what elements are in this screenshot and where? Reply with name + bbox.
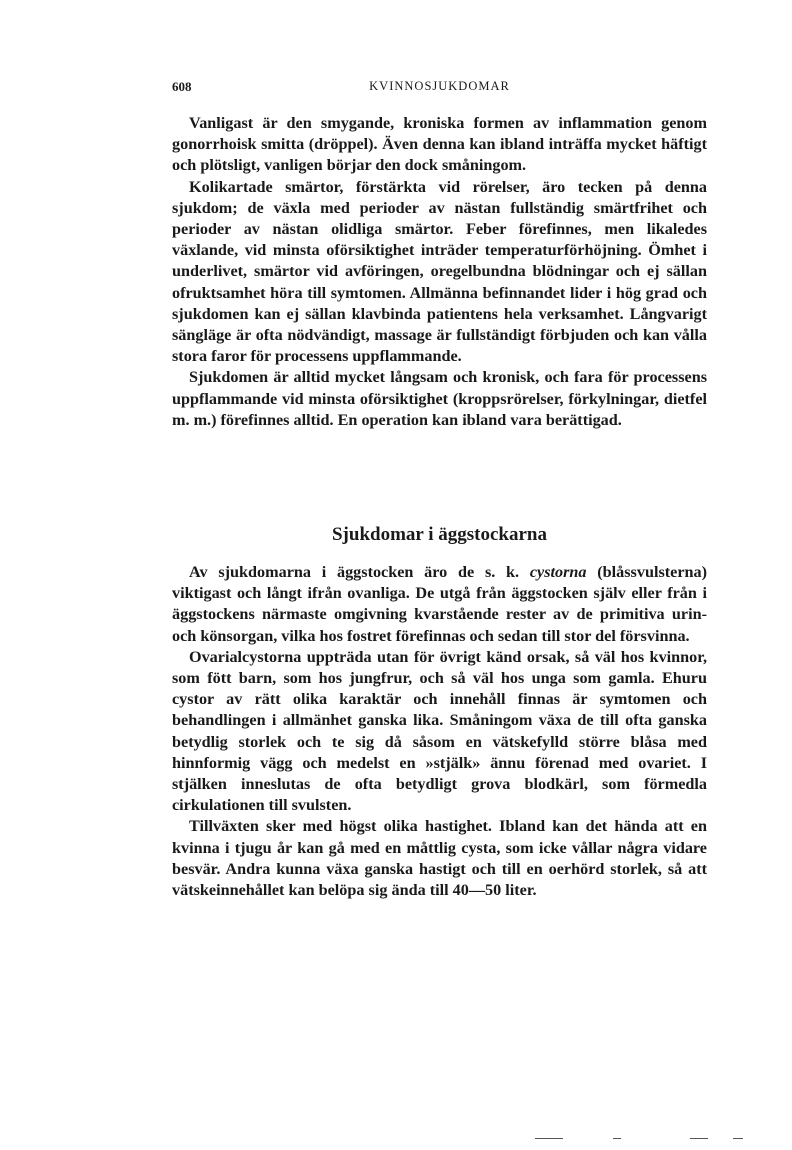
section-title: Sjukdomar i äggstockarna [331, 524, 547, 545]
running-title: KVINNOSJUKDOMAR [369, 79, 510, 93]
page-header [172, 79, 707, 99]
cysts-text-end: (blåssvulsterna) viktigast och långt ifrån ovanliga. De utgå från äggstocken själv eller från i äggstockens närmaste omgivning kvarstående rester av de primitiva urin- och könsorgan, vilka hos fostret förefinnas och sedan till stor del försvinna. [172, 563, 707, 645]
paragraph-symptoms: Kolikartade smärtor, förstärkta vid rörelser, äro tecken på denna sjukdom; de växla med perioder av nästan fullständig smärtfrihet och perioder av nästan olidliga smärtor. Feber förefinnes, men likaledes växlande, vid minsta oförsiktighet inträder temperaturförhöjning. Ömhet i underlivet, smärtor vid avföringen, oregelbundna blödningar och ej sällan ofruktsamhet höra till symtomen. Allmänna befinnandet lider i hög grad och sjukdomen kan ej sällan klavbinda patientens hela verksamhet. Långvarigt sängläge är ofta nödvändigt, massage är fullständigt förbjuden och kan vålla stora faror för processens uppflammande. [172, 177, 707, 366]
speck [733, 1138, 743, 1139]
page-number: 608 [172, 79, 192, 94]
paragraph-growth: Tillväxten sker med högst olika hastighet. Ibland kan det hända att en kvinna i tjugu år kan gå med en måttlig cysta, som icke vållar några vidare besvär. Andra kunna växa ganska hastigt och till en oerhörd storlek, så att vätskeinnehållet kan belöpa sig ända till 40—50 liter. [172, 817, 707, 900]
speck [535, 1138, 563, 1139]
top-text-block [172, 113, 707, 431]
paragraph-ovarian-cysts: Ovarialcystorna uppträda utan för övrigt känd orsak, så väl hos kvinnor, som fött barn, som hos jungfrur, och så väl hos unga som gamla. Ehuru cystor av rätt olika karaktär och innehåll finnas är symtomen och behandlingen i allmänhet ganska lika. Småningom växa de till ofta ganska betydlig storlek och te sig då såsom en vätskefylld större blåsa med hinnformig vägg och medelst en »stjälk» ännu förenad med ovariet. I stjälken inneslutas de ofta betydligt grova blodkärl, som förmedla cirkulationen till svulsten. [172, 647, 707, 815]
paragraph-course: Sjukdomen är alltid mycket långsam och kronisk, och fara för processens uppflammande vid minsta oförsiktighet (kroppsrörelser, förkylningar, dietfel m. m.) förefinnes alltid. En operation kan ibland vara berättigad. [172, 368, 707, 429]
scan-specks [535, 1138, 745, 1142]
cysts-text-start: Av sjukdomarna i äggstocken äro de s. k. [189, 563, 530, 581]
paragraph-inflammation: Vanligast är den smygande, kroniska formen av inflammation genom gonorrhoisk smitta (dröppel). Även denna kan ibland inträffa mycket häftigt och plötsligt, vanligen börjar den dock småningom. [172, 114, 707, 175]
speck [613, 1138, 621, 1139]
paragraph-cysts [172, 562, 707, 647]
speck [690, 1138, 708, 1139]
cysts-term-italic: cystorna [529, 563, 587, 581]
section-text-block [172, 562, 707, 901]
